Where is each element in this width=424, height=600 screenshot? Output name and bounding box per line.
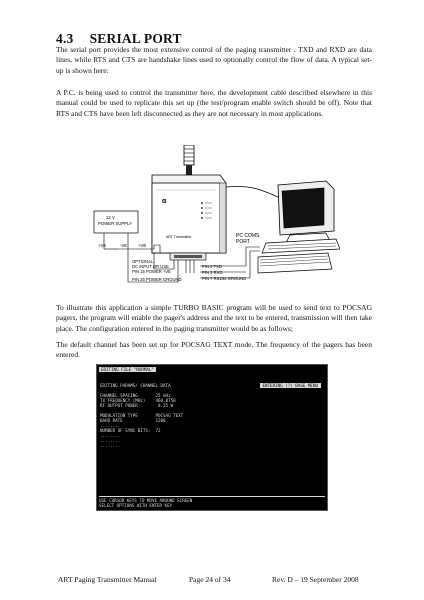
intro-paragraph: The serial port provides the most extensive control of the paging transmitter . TXD and RXD are data lines, while RTS and CTS are handshake lines used to optionally control the flow of data. A typical set-up is shown here:	[56, 45, 372, 75]
transmitter-device	[152, 175, 226, 260]
screen-row: ........	[100, 423, 121, 428]
screen-footer-line: SELECT OPTIONS WITH ENTER KEY	[99, 503, 173, 508]
antenna-icon	[184, 145, 194, 175]
screen-row: MODULATION TYPE POCSAG TEXT	[100, 413, 184, 418]
screen-footer-line: USE CURSOR KEYS TO MOVE AROUND SCREEN	[99, 498, 193, 503]
channel-paragraph: The default channel has been set up for POCSAG TEXT mode. The frequency of the pagers has been entered.	[56, 340, 372, 360]
screen-title: EDITING FILE "NORMAL"	[101, 367, 154, 372]
screen-row: ........	[100, 438, 121, 443]
section-title: SERIAL PORT	[89, 31, 182, 46]
screen-row: CHANNEL SPACING 25 kHz	[100, 393, 171, 398]
pc-paragraph: A P.C. is being used to control the transmitter here, the development cable described elsewhere in this manual could be used to replicate this set up (the test/program enable switch should be off). Note that RTS and CTS have been left disconnected as they are not necessary in most applications.	[56, 88, 372, 118]
footer-manual-title: ART Paging Transmitter Manual	[58, 575, 157, 584]
plus-ve-right-label: +VE	[138, 243, 147, 248]
screen-row: TX FREQUENCY (MHz) 460.8750	[100, 398, 176, 403]
screen-row: NUMBER OF SYNC BITS: 72	[100, 428, 161, 433]
screen-footer	[99, 496, 325, 508]
screen-badge: ENTERING (?) BASE MENU	[260, 383, 321, 388]
footer-page-number: Page 24 of 34	[189, 575, 231, 584]
setup-diagram	[90, 145, 340, 300]
screen-row: ........	[100, 443, 121, 448]
section-number: 4.3	[56, 31, 74, 46]
device-brand-label: ART Transmitter	[166, 235, 192, 239]
basic-paragraph: To illustrate this application a simple TURBO BASIC program will be used to send text to POCSAG pagers, the program will enable the pager's address and the text to be entered, transmission will then take place. The configuration entered in the paging transmitter would be as follows;	[56, 303, 372, 333]
pin2-label: PIN 2 TXD	[202, 264, 222, 269]
plus-ve-left-label: +VE	[98, 243, 107, 248]
screen-row: ........	[100, 433, 121, 438]
screen-row: RF OUTPUT POWER 0.25 W	[100, 403, 174, 408]
screen-row: EDITING PARAMS/ CHANNEL DATA	[100, 383, 171, 388]
terminal-screenshot	[96, 364, 328, 511]
minus-ve-label: -VE	[120, 243, 128, 248]
pin3-label: PIN 3 RXD	[202, 270, 223, 275]
device-alpha-logo: α	[162, 198, 167, 205]
pin7-label: PIN 7 RS232 GROUND	[202, 276, 247, 281]
screen-row: BAUD RATE 1200	[100, 418, 166, 423]
power-supply-label: 12 V POWER SUPPLY	[98, 215, 133, 226]
pin25-label: PIN 25 POWER GROUND	[132, 277, 182, 282]
footer-revision: Rev. D – 19 September 2008	[272, 575, 359, 584]
optional-dc-label: OPTIONAL DC INPUT OR USE PIN 15 POWER +VE	[132, 259, 171, 274]
computer-icon	[258, 181, 340, 273]
pc-coms-port-label: PC COMS PORT	[236, 233, 260, 245]
